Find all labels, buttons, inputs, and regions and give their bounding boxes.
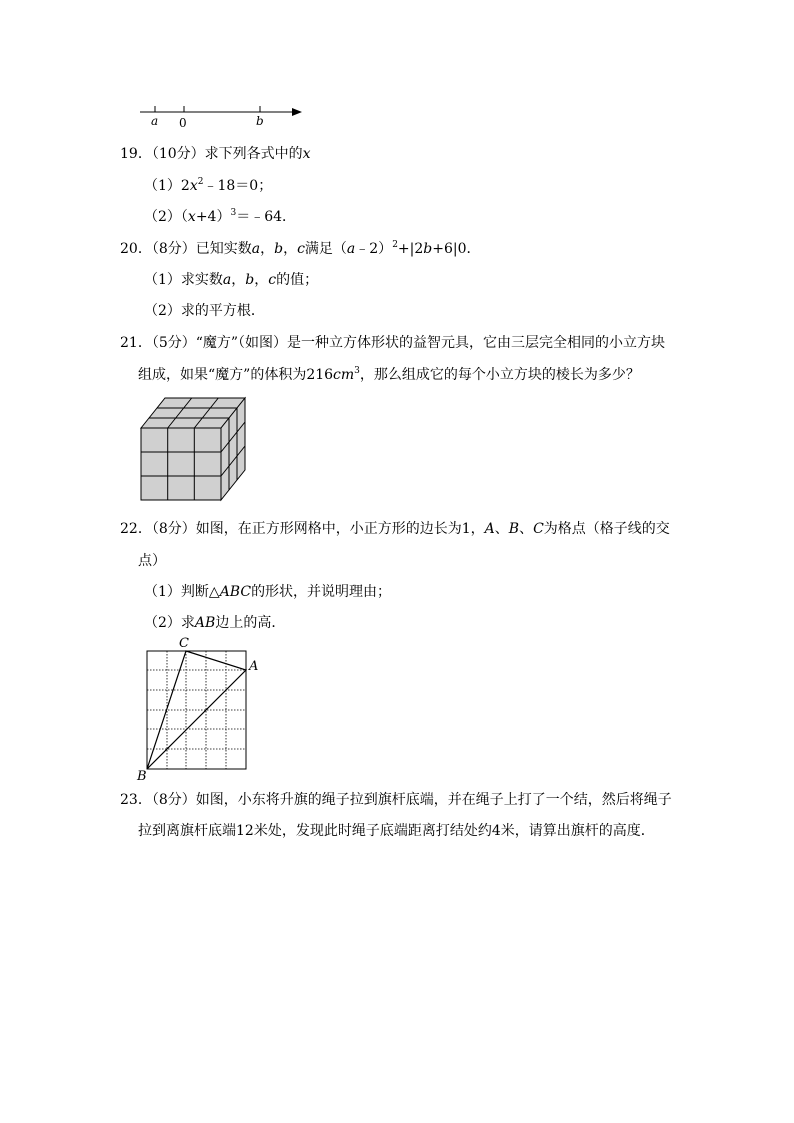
q21-unit: cm [333, 367, 355, 383]
q19-p2-mid: +4） [195, 209, 231, 225]
q20-h-end: +6|0． [432, 241, 481, 257]
label-b: b [256, 114, 264, 128]
q19-var-x: x [302, 146, 311, 162]
q21-line2-pre: 组成，如果“魔方”的体积为216 [138, 367, 334, 383]
q22-sep1: 、 [494, 521, 509, 537]
q21-unit-exp: 3 [354, 366, 360, 376]
q20-var-a2: a [346, 241, 356, 257]
q23-line2 [138, 822, 655, 840]
q19-p1-prefix: （1）2 [144, 178, 190, 194]
q19-p2-exp: 3 [230, 208, 237, 218]
q20-comma1: ， [260, 241, 275, 257]
q20-var-c: c [297, 241, 305, 257]
q22-var-C: C [533, 521, 544, 537]
q22-p1-end: 的形状，并说明理由； [251, 584, 392, 600]
q19-p1-rest: ﹣18＝0； [203, 178, 273, 194]
q19-p2-var: x [187, 209, 196, 225]
fig-label-C: C [179, 636, 189, 651]
label-a: a [151, 114, 159, 128]
q19-p2-prefix: （2）（ [144, 209, 188, 225]
q20-exp: 2 [392, 240, 398, 250]
q21-line1-text: 21．（5分）“魔方”（如图）是一种立方体形状的益智元具，它由三层完全相同的小立方块 [120, 335, 666, 351]
q20-p1-end: 的值； [276, 272, 319, 288]
q22-var-B: B [508, 521, 520, 537]
q22-sep2: 、 [519, 521, 534, 537]
q20-p1-c: c [268, 272, 277, 288]
q22-line2-text: 点） [138, 553, 166, 569]
q20-var-b2: b [423, 241, 433, 257]
q20-p1-c2: ， [254, 272, 269, 288]
q19-p1-exp: 2 [197, 177, 204, 187]
q19-p1-var: x [189, 178, 198, 194]
q20-p1-b: b [245, 272, 255, 288]
q22-p2-ab: AB [194, 615, 216, 631]
q20-h-mid3: +|2 [397, 241, 424, 257]
q23-line2-text: 拉到离旗杆底端12米处，发现此时绳子底端距离打结处约4米，请算出旗杆的高度． [138, 823, 655, 839]
label-0: 0 [179, 116, 187, 130]
q22-p2-end: 边上的高． [215, 615, 286, 631]
q20-h-mid: 满足（ [304, 241, 347, 257]
q20-p1-pre: （1）求实数 [144, 272, 223, 288]
q20-p1-c1: ， [231, 272, 246, 288]
q22-p2-pre: （2）求 [144, 615, 195, 631]
q20-h-pre: 20．（8分）已知实数 [120, 241, 252, 257]
q22-var-A: A [484, 521, 495, 537]
dotted-grid [147, 651, 246, 769]
q21-line2-end: ，那么组成它的每个小立方块的棱长为多少？ [359, 367, 640, 383]
q23-line1 [120, 791, 672, 809]
q23-line1-text: 23．（8分）如图，小东将升旗的绳子拉到旗杆底端，并在绳子上打了一个结，然后将绳子 [120, 792, 672, 808]
q20-p2: （2）求的平方根． [144, 303, 265, 319]
q22-line1-end: 为格点（格子线的交 [543, 521, 670, 537]
q22-p1-abc: ABC [219, 584, 252, 600]
q20-var-a: a [251, 241, 261, 257]
q20-h-mid2: ﹣2） [355, 241, 393, 257]
q19-p2-rest: ＝﹣64． [236, 209, 297, 225]
fig-label-A: A [249, 659, 259, 674]
q20-comma2: ， [283, 241, 298, 257]
q19-header-text: 19．（10分）求下列各式中的 [120, 146, 303, 162]
q22-p1-pre: （1）判断△ [144, 584, 220, 600]
q20-var-b: b [274, 241, 284, 257]
fig-label-B: B [137, 769, 147, 784]
q22-line1-pre: 22．（8分）如图，在正方形网格中，小正方形的边长为1， [120, 521, 485, 537]
q20-p1-a: a [222, 272, 232, 288]
